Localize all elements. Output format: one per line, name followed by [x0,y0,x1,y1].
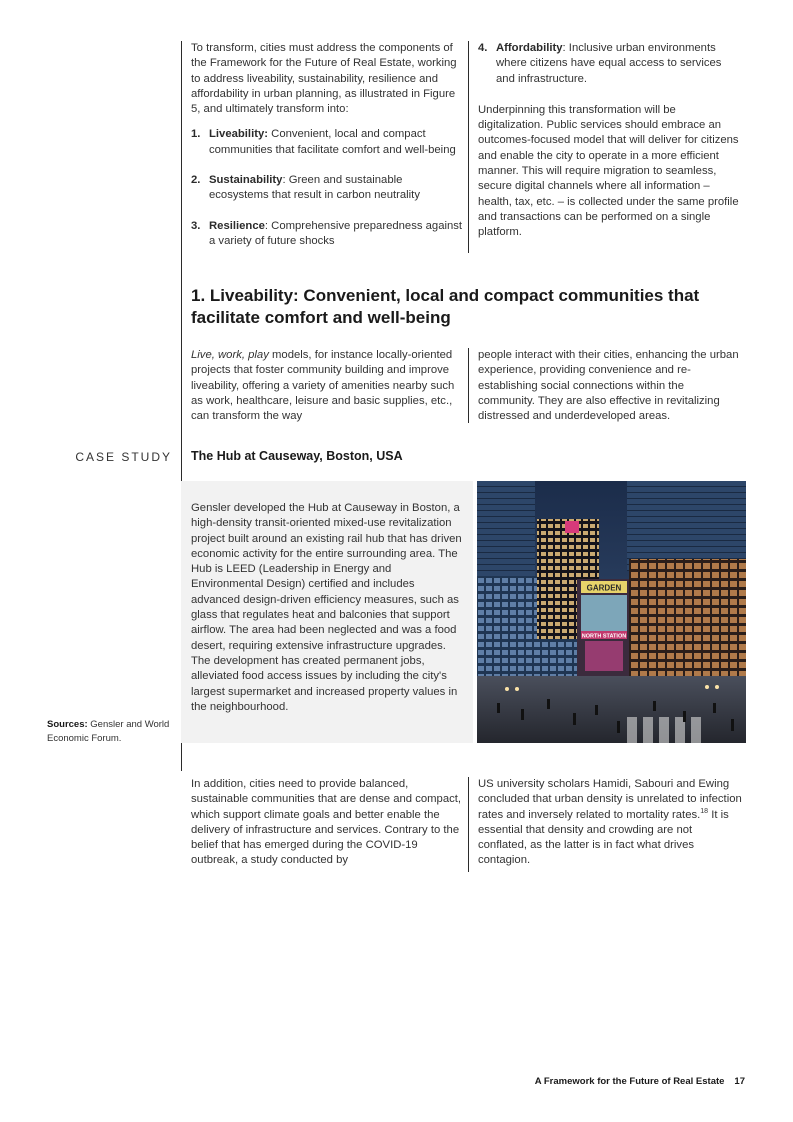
page-number: 17 [734,1076,745,1087]
list-item-text: : Comprehensive preparedness against a variety of future shocks [209,219,463,247]
rooftop-sign [565,521,579,533]
list-item-title: Liveability: [209,128,269,141]
sources-note [47,718,177,746]
list-number: 4. [478,42,488,54]
sources-label: Sources: [47,719,88,730]
digitalization-paragraph: Underpinning this transformation will be digitalization. Public services should embrace an outcomes-focused model that will deliver for citizens and enable the city to operate in a more efficient manner. This will require migration to seamless, secure digital channels where all information – health, tax, etc. – is collected under the same profile and transactions can be performed on a single platform. [478,103,739,239]
transform-list-continued [478,41,743,87]
liveability-column-left [191,348,463,424]
entrance-lights [585,641,623,671]
case-study-text: Gensler developed the Hub at Causeway in Boston, a high-density transit-oriented mixed-use revitalization project built around an existing rail hub that has driven economic activity for the entire surrounding area. The Hub is LEED (Leadership in Energy and Environmental Design) certified and includes advanced design-driven efficiency measures, such as glass that regulates heat and balconies that support airflow. The area had been neglected and was a food desert, requiring extensive infrastructure upgrades. The development has created permanent jobs, alleviated food access issues by including the city's largest supermarket and increased property values in the neighbourhood. [191,502,462,713]
liveability-column-right: people interact with their cities, enhancing the urban experience, providing convenience and re-establishing social connections within the community. They are also effective in revitalizing distressed and underdeveloped areas. [478,349,739,423]
list-number: 2. [191,174,201,187]
list-item-text: Convenient, local and compact communities that facilitate comfort and well-being [209,128,456,156]
right-brick-building [629,559,746,689]
list-item-title: Sustainability [209,174,283,187]
transform-list [191,127,463,249]
case-study-label: CASE STUDY [75,450,172,464]
list-item-liveability [191,127,463,158]
right-glass-tower [627,481,746,571]
page-footer [535,1076,745,1087]
section-heading: 1. Liveability: Convenient, local and compact communities that facilitate comfort and well-being [191,286,700,327]
list-item-title: Affordability [496,42,563,54]
list-item-text: : Green and sustainable ecosystems that result in carbon neutrality [209,174,420,202]
list-item-sustainability [191,173,463,204]
liveability-column-divider [468,348,469,423]
sources-text: Gensler and World Economic Forum. [47,719,170,744]
list-item-title: Resilience [209,219,265,232]
density-text-a: US university scholars Hamidi, Sabouri and Ewing concluded that urban density is unrelated to infection rates and inversely related to mortality rates. [478,778,742,821]
density-column-right [478,777,743,869]
top-column-divider [468,41,469,253]
left-glass-tower [477,481,535,591]
density-column-divider [468,777,469,872]
footer-title: A Framework for the Future of Real Estate [534,1076,725,1087]
intro-paragraph: To transform, cities must address the components of the Framework for the Future of Real Estate, working to address liveability, sustainability, resilience and affordability in urban planning, as illustrated in Figure 5, and ultimately transform into: [191,42,457,116]
footnote-marker: 18 [700,807,709,815]
density-column-left: In addition, cities need to provide balanced, sustainable communities that are dense and compact, which support climate goals and better enable the delivery of infrastructure and services. Contrary to the belief that has emerged during the COVID-19 outbreak, a study conducted by [191,778,462,867]
station-sign-text: NORTH STATION [581,633,627,640]
intro-column-left [191,41,463,264]
list-item-resilience [191,219,463,250]
list-number: 1. [191,128,201,141]
list-item-affordability [478,41,743,87]
list-item-text: : Inclusive urban environments where citizens have equal access to services and infrastructure. [496,42,722,85]
case-study-title: The Hub at Causeway, Boston, USA [191,449,403,463]
garden-sign-text: GARDEN [586,583,622,593]
density-text-b: It is essential that density and crowding are not conflated, as the latter is in fact what drives contagion. [478,808,729,867]
liveability-text-left: models, for instance locally-oriented projects that foster community building and improve liveability, offering a variety of amenities nearby such as work, healthcare, leisure and basic supplies, etc., can transform the way [191,349,455,423]
intro-column-right [478,41,743,241]
entrance-glass [581,595,627,631]
live-work-play-italic: Live, work, play [191,349,269,361]
list-number: 3. [191,219,201,232]
hub-at-causeway-image [477,481,746,743]
